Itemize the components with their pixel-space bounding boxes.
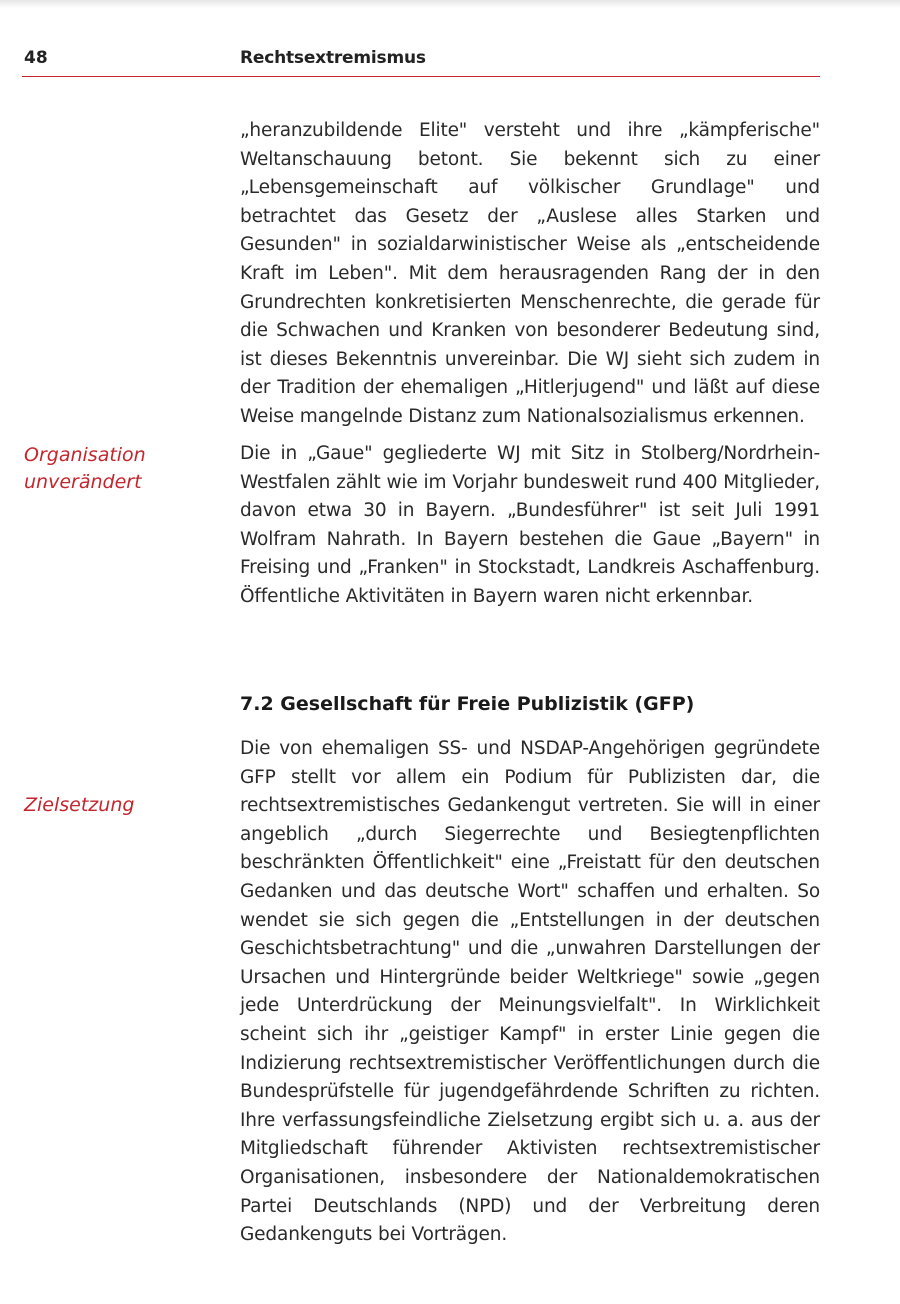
page-number: 48 [24, 48, 48, 68]
section-number: 7.2 [240, 693, 274, 715]
paragraph-wj-organisation: Die in „Gaue" gegliederte WJ mit Sitz in Stolberg/Nordrhein-Westfalen zählt wie im Vorjahr bundesweit rund 400 Mitglieder, davon etwa 30 in Bayern. „Bundesführer" ist seit Juli 1991 Wolfram Nahrath. In Bayern bestehen die Gaue „Bayern" in Freising und „Franken" in Stockstadt, Landkreis Aschaffenburg. Öffentliche Aktivitäten in Bayern waren nicht erkennbar. [240, 443, 820, 607]
page-top-shading [0, 0, 900, 8]
margin-note-organisation-line1: Organisation [24, 444, 146, 466]
section-title: Gesellschaft für Freie Publizistik (GFP) [280, 693, 695, 715]
paragraph-wj-ideology: „heranzubildende Elite" versteht und ihre „kämpferische" Weltanschauung betont. Sie bekennt sich zu einer „Lebensgemeinschaft auf völkischer Grundlage" und betrachtet das Gesetz der „Auslese alles Starken und Gesunden" in sozialdarwinistischer Weise als „entscheidende Kraft im Leben". Mit dem herausragenden Rang der in den Grundrechten konkretisierten Menschenrechte, die gerade für die Schwachen und Kranken von besonderer Bedeutung sind, ist dieses Bekenntnis unvereinbar. Die WJ sieht sich zudem in der Tradition der ehemaligen „Hitlerjugend" und läßt auf diese Weise mangelnde Distanz zum Nationalsozialismus erkennen. [240, 120, 820, 427]
header-rule [22, 76, 820, 77]
margin-note-organisation [24, 442, 146, 496]
margin-note-zielsetzung: Zielsetzung [24, 794, 135, 816]
running-head: Rechtsextremismus [240, 48, 426, 68]
section-heading [240, 690, 820, 718]
margin-note-organisation-line2: unverändert [24, 471, 142, 493]
paragraph-gfp: Die von ehemaligen SS- und NSDAP-Angehörigen gegründete GFP stellt vor allem ein Podium für Publizisten dar, die rechtsextremistisches Gedankengut vertreten. Sie will in einer angeblich „durch Siegerrechte und Besiegtenpflichten beschränkten Öffentlichkeit" eine „Freistatt für den deutschen Gedanken und das deutsche Wort" schaffen und erhalten. So wendet sie sich gegen die „Entstellungen in der deutschen Geschichtsbetrachtung" und die „unwahren Darstellungen der Ursachen und Hintergründe beider Weltkriege" sowie „gegen jede Unterdrückung der Meinungsvielfalt". In Wirklichkeit scheint sich ihr „geistiger Kampf" in erster Linie gegen die Indizierung rechtsextremistischer Veröffentlichungen durch die Bundesprüfstelle für jugendgefährdende Schriften zu richten. Ihre verfassungsfeindliche Zielsetzung ergibt sich u. a. aus der Mitgliedschaft führender Aktivisten rechtsextremistischer Organisationen, insbesondere der Nationaldemokratischen Partei Deutschlands (NPD) und der Verbreitung deren Gedankenguts bei Vorträgen. [240, 738, 820, 1246]
